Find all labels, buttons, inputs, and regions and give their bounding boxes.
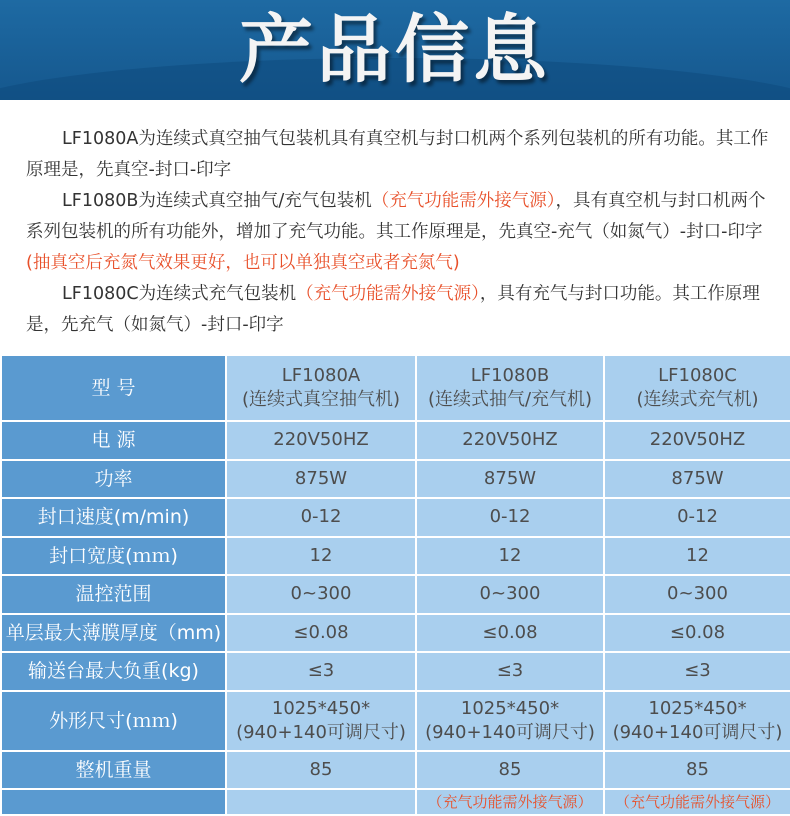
value-cell: ≤0.08 <box>416 614 604 653</box>
value-cell: 12 <box>416 537 604 576</box>
table-row-power-supply <box>1 421 790 460</box>
table-row-conveyor-load <box>1 652 790 691</box>
table-row-film-thickness <box>1 614 790 653</box>
product-description <box>26 124 776 341</box>
table-row-model <box>1 355 790 421</box>
value-cell: 875W <box>416 460 604 499</box>
value-cell: ≤0.08 <box>226 614 416 653</box>
row-label: 封口宽度(ｍｍ) <box>1 537 226 576</box>
value-cell: 220V50HZ <box>226 421 416 460</box>
value-cell: ≤0.08 <box>604 614 790 653</box>
value-cell: 85 <box>416 751 604 790</box>
row-label: 电 源 <box>1 421 226 460</box>
model-code: LF1080A <box>281 365 361 386</box>
description-text: LF1080B为连续式真空抽气/充气包装机 <box>62 191 372 211</box>
description-paragraph-a <box>26 124 776 186</box>
description-text: ，具有充气与封口功能。其工作原理是，先充气（如氮气）-封口-印字 <box>26 284 760 335</box>
model-b-cell <box>416 355 604 421</box>
model-c-cell <box>604 355 790 421</box>
note-cell <box>226 789 416 815</box>
row-label: 封口速度(m/min) <box>1 498 226 537</box>
value-cell: 0~300 <box>416 575 604 614</box>
dimension-adjustable: (940+140可调尺寸) <box>236 721 406 743</box>
model-type: (连续式充气机) <box>636 389 759 410</box>
value-cell: ≤3 <box>604 652 790 691</box>
row-label: 单层最大薄膜厚度（mm) <box>1 614 226 653</box>
table-row-weight <box>1 751 790 790</box>
gas-source-note: （充气功能需外接气源） <box>371 191 556 211</box>
value-cell: 875W <box>604 460 790 499</box>
value-cell: 0-12 <box>604 498 790 537</box>
description-text: ，具有真空机与封口机两个系列包装机的所有功能外，增加了充气功能。其工作原理是，先真空-充气（如氮气）-封口-印字 <box>26 191 766 242</box>
description-paragraph-c <box>26 279 776 341</box>
dimension-value: 1025*450* <box>648 697 747 719</box>
model-type: (连续式真空抽气机) <box>241 389 401 410</box>
value-cell: 12 <box>226 537 416 576</box>
gas-source-note: （充气功能需外接气源） <box>296 284 480 304</box>
page-title: 产品信息 <box>239 7 551 93</box>
value-cell: 85 <box>226 751 416 790</box>
spec-table <box>0 354 790 816</box>
dimension-value: 1025*450* <box>271 697 371 719</box>
row-label: 型 号 <box>1 355 226 421</box>
description-paragraph-b <box>26 186 776 279</box>
model-type: (连续式抽气/充气机) <box>427 389 593 410</box>
nitrogen-tip-note: (抽真空后充氮气效果更好，也可以单独真空或者充氮气) <box>26 253 460 273</box>
table-row-power <box>1 460 790 499</box>
dimension-adjustable: (940+140可调尺寸) <box>425 721 595 743</box>
note-cell: （充气功能需外接气源） <box>604 789 790 815</box>
value-cell: 0-12 <box>416 498 604 537</box>
row-label: 整机重量 <box>1 751 226 790</box>
row-label: 功率 <box>1 460 226 499</box>
description-text: LF1080C为连续式充气包装机 <box>62 284 297 304</box>
value-cell <box>226 691 416 751</box>
value-cell: 0~300 <box>226 575 416 614</box>
value-cell <box>416 691 604 751</box>
dimension-value: 1025*450* <box>460 697 560 719</box>
header-banner <box>0 0 790 100</box>
dimension-adjustable: (940+140可调尺寸) <box>612 721 783 743</box>
description-text: LF1080A为连续式真空抽气包装机具有真空机与封口机两个系列包装机的所有功能。其工作原理是，先真空-封口-印字 <box>26 129 769 180</box>
model-code: LF1080C <box>658 365 737 386</box>
value-cell: 12 <box>604 537 790 576</box>
note-cell: （充气功能需外接气源） <box>416 789 604 815</box>
model-a-cell <box>226 355 416 421</box>
value-cell: 85 <box>604 751 790 790</box>
value-cell: 875W <box>226 460 416 499</box>
table-row-seal-width <box>1 537 790 576</box>
value-cell: ≤3 <box>226 652 416 691</box>
row-label <box>1 789 226 815</box>
row-label: 温控范围 <box>1 575 226 614</box>
value-cell <box>604 691 790 751</box>
value-cell: 220V50HZ <box>604 421 790 460</box>
table-row-dimensions <box>1 691 790 751</box>
model-code: LF1080B <box>470 365 550 386</box>
row-label: 外形尺寸(ｍｍ) <box>1 691 226 751</box>
value-cell: 220V50HZ <box>416 421 604 460</box>
value-cell: ≤3 <box>416 652 604 691</box>
table-row-seal-speed <box>1 498 790 537</box>
row-label: 输送台最大负重(kg) <box>1 652 226 691</box>
value-cell: 0~300 <box>604 575 790 614</box>
table-row-notes <box>1 789 790 815</box>
value-cell: 0-12 <box>226 498 416 537</box>
table-row-temperature-range <box>1 575 790 614</box>
